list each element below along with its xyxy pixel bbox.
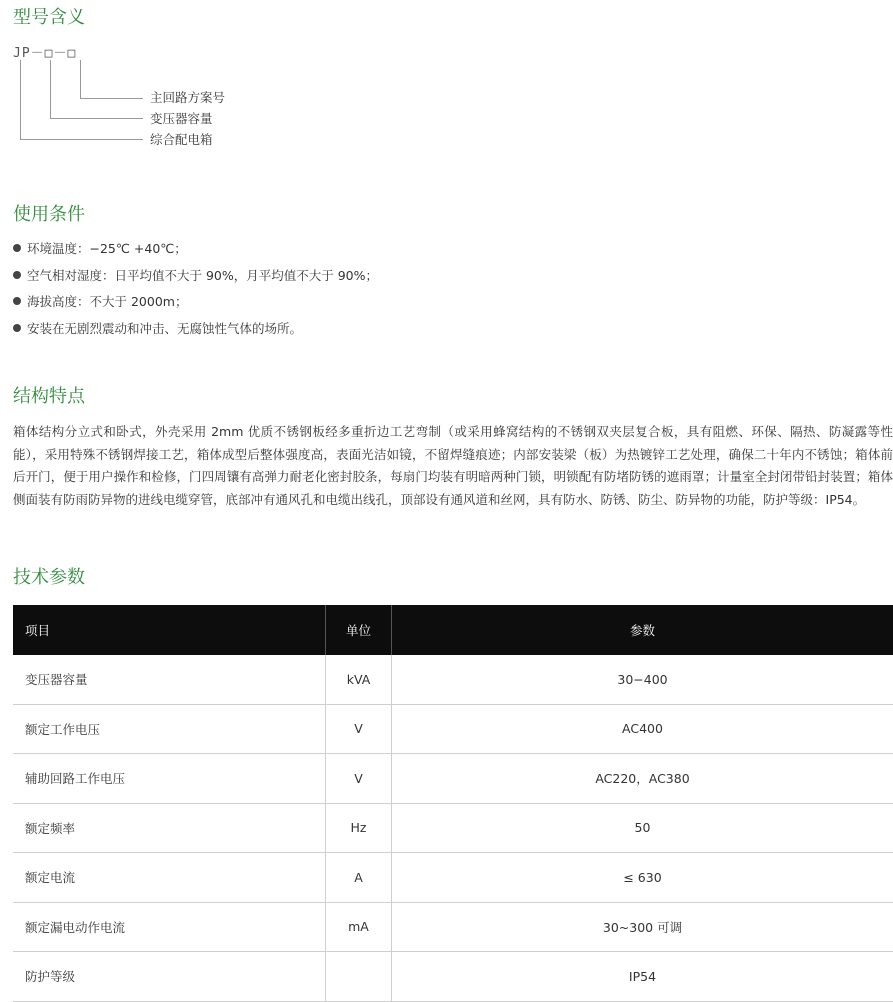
cell-param: 30−400 [392, 655, 893, 704]
cell-item: 额定频率 [13, 803, 326, 853]
cell-param: 30~300 可调 [392, 902, 893, 952]
list-item [13, 267, 378, 294]
legend-line-box [20, 60, 143, 140]
cell-item: 变压器容量 [13, 655, 326, 704]
cell-unit: mA [326, 902, 392, 952]
section-title-specs: 技术参数 [13, 566, 85, 590]
model-code: JP－□－□ [13, 42, 76, 61]
header-param: 参数 [392, 605, 893, 655]
bullet-icon [13, 271, 21, 279]
conditions-list [13, 240, 378, 346]
cell-param: IP54 [392, 952, 893, 1002]
list-item [13, 240, 378, 267]
table-row [13, 902, 893, 952]
list-item [13, 320, 378, 347]
cell-item: 防护等级 [13, 952, 326, 1002]
condition-text: 海拔高度：不大于 2000m； [27, 294, 187, 309]
header-unit: 单位 [326, 605, 392, 655]
section-title-conditions: 使用条件 [13, 203, 85, 227]
section-title-structure: 结构特点 [13, 385, 85, 409]
list-item [13, 293, 378, 320]
legend-label-scheme: 主回路方案号 [150, 90, 225, 106]
cell-unit [326, 952, 392, 1002]
cell-unit: kVA [326, 655, 392, 704]
structure-paragraph: 箱体结构分立式和卧式，外壳采用 2mm 优质不锈钢板经多重折边工艺弯制（或采用蜂窝结构的不锈钢双夹层复合板，具有阻燃、环保、隔热、防凝露等性能），采用特殊不锈钢焊接工艺，箱体成型后整体强度高，表面光洁如镜，不留焊缝痕迹；内部安装梁（板）为热镀锌工艺处理，确保二十年内不锈蚀；箱体前后开门，便于用户操作和检修，门四周镶有高弹力耐老化密封胶条，每扇门均装有明暗两种门锁，明锁配有防堵防锈的遮雨罩；计量室全封闭带铅封装置；箱体侧面装有防雨防异物的进线电缆穿管，底部冲有通风孔和电缆出线孔，顶部设有通风道和丝网，具有防水、防锈、防尘、防异物的功能，防护等级：IP54。 [13, 421, 893, 511]
cell-param: ≤ 630 [392, 853, 893, 903]
condition-text: 环境温度：−25℃ +40℃； [27, 241, 187, 256]
table-row [13, 853, 893, 903]
condition-text: 空气相对湿度：日平均值不大于 90%，月平均值不大于 90%； [27, 268, 378, 283]
cell-item: 辅助回路工作电压 [13, 754, 326, 804]
table-header-row [13, 605, 893, 655]
cell-unit: V [326, 754, 392, 804]
bullet-icon [13, 297, 21, 305]
table-row [13, 655, 893, 704]
cell-param: AC400 [392, 704, 893, 754]
bullet-icon [13, 324, 21, 332]
legend-label-box: 综合配电箱 [150, 132, 213, 148]
cell-unit: Hz [326, 803, 392, 853]
legend-label-capacity: 变压器容量 [150, 111, 213, 127]
cell-param: 50 [392, 803, 893, 853]
specs-table [13, 605, 893, 1002]
table-row [13, 803, 893, 853]
bullet-icon [13, 244, 21, 252]
cell-item: 额定工作电压 [13, 704, 326, 754]
cell-item: 额定电流 [13, 853, 326, 903]
cell-item: 额定漏电动作电流 [13, 902, 326, 952]
section-title-model: 型号含义 [13, 6, 85, 30]
cell-unit: A [326, 853, 392, 903]
table-row [13, 754, 893, 804]
cell-param: AC220，AC380 [392, 754, 893, 804]
table-row [13, 704, 893, 754]
table-row [13, 952, 893, 1002]
header-item: 项目 [13, 605, 326, 655]
condition-text: 安装在无剧烈震动和冲击、无腐蚀性气体的场所。 [27, 321, 302, 336]
cell-unit: V [326, 704, 392, 754]
